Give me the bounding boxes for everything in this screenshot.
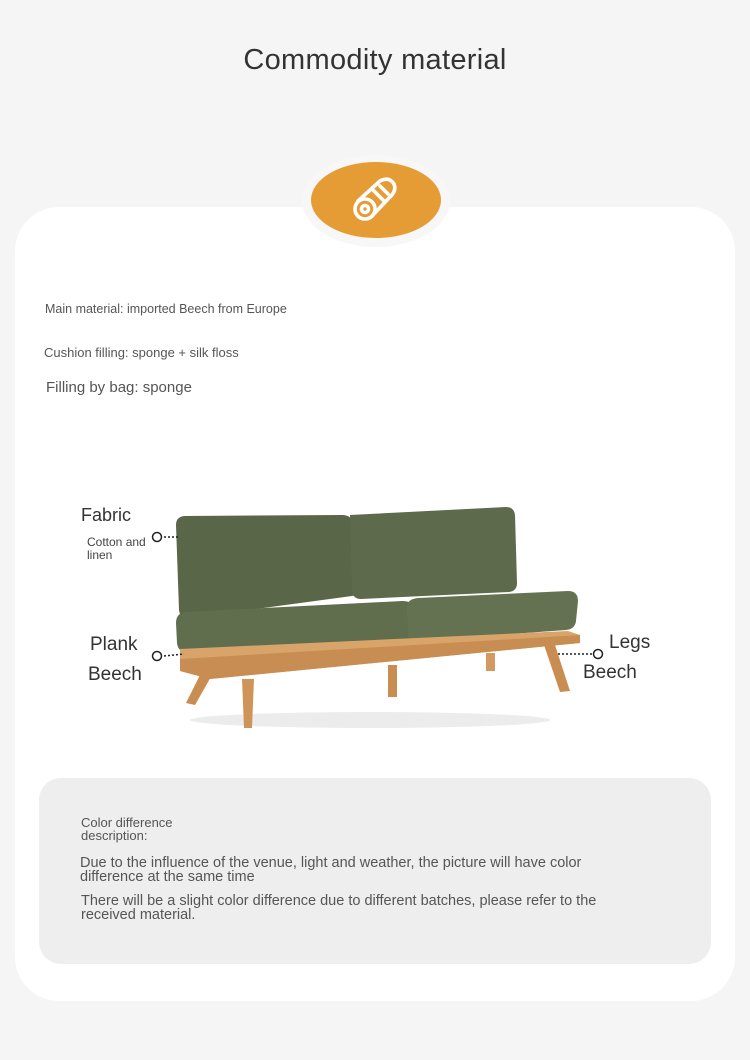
fabric-pointer [150,531,180,545]
color-note-line1: Due to the influence of the venue, light and weather, the picture will have color difference at the same time [80,855,582,885]
material-badge [311,162,441,238]
callout-legs-title: Legs [609,632,651,653]
legs-pointer [556,647,606,661]
callout-legs-sub: Beech [583,662,637,683]
wood-log-icon [351,176,401,224]
callout-plank-sub: Beech [88,664,142,685]
sofa-image [150,495,590,740]
plank-pointer [150,650,186,664]
color-note-line2: There will be a slight color difference due to different batches, please refer to the received material. [81,893,597,923]
spec-filling-by-bag: Filling by bag: sponge [46,379,192,396]
callout-plank-title: Plank [90,634,138,655]
color-note-heading: Color difference description: [81,815,173,843]
spec-main-material: Main material: imported Beech from Europe [45,302,287,316]
callout-fabric-sub: Cotton and linen [87,535,146,562]
callout-fabric-title: Fabric [81,505,132,525]
spec-cushion-filling: Cushion filling: sponge + silk floss [44,345,239,360]
section-title: Commodity material [243,44,507,76]
